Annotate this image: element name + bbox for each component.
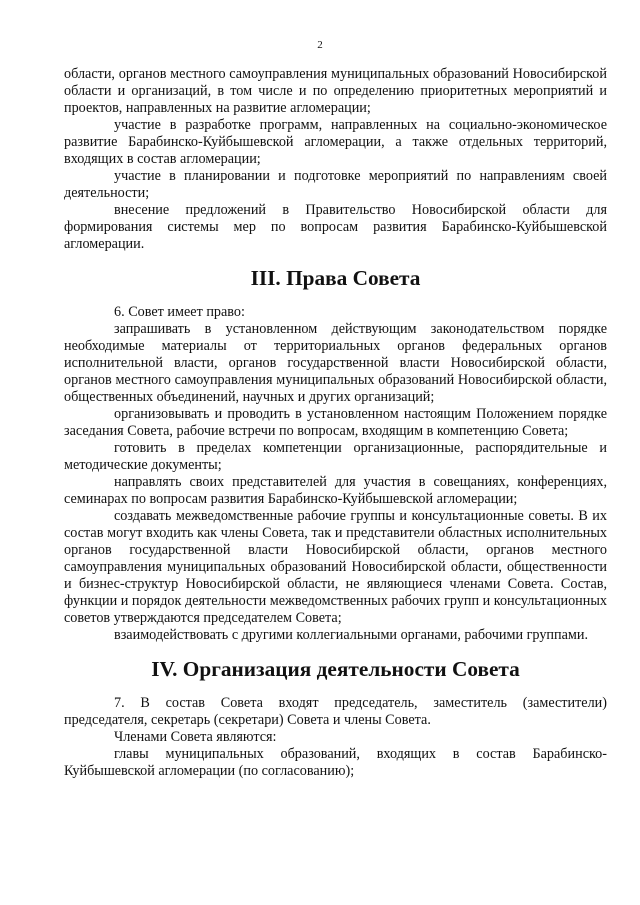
paragraph: Членами Совета являются: xyxy=(114,729,277,745)
document-body xyxy=(64,66,607,780)
paragraph: 7. В состав Совета входят председатель, заместитель (заместители) председателя, секретарь (секретари) Совета и члены Совета. xyxy=(64,695,607,728)
section-heading-organization: IV. Организация деятельности Совета xyxy=(151,657,520,681)
paragraph: создавать межведомственные рабочие группы и консультационные советы. В их состав могут входить как члены Совета, так и представители областных исполнительных органов государственной власти Новосибирской области, органов местного самоуправления муниципальных образований Новосибирской области, общественности и бизнес-структур Новосибирской области, не являющиеся членами Совета. Состав, функции и порядок деятельности межведомственных рабочих групп и консультационных советов утверждаются председателем Совета; xyxy=(64,508,607,626)
paragraph: направлять своих представителей для участия в совещаниях, конференциях, семинарах по вопросам развития Барабинско-Куйбышевской агломерации; xyxy=(64,474,607,507)
paragraph: участие в разработке программ, направленных на социально-экономическое развитие Барабинско-Куйбышевской агломерации, а также отдельных территорий, входящих в состав агломерации; xyxy=(64,117,607,167)
paragraph: области, органов местного самоуправления муниципальных образований Новосибирской области и организаций, в том числе и по определению приоритетных мероприятий и проектов, направленных на развитие агломерации; xyxy=(64,66,607,116)
page-number: 2 xyxy=(317,39,323,51)
paragraph: 6. Совет имеет право: xyxy=(114,304,245,320)
section-heading-rights: III. Права Совета xyxy=(250,266,421,290)
paragraph: участие в планировании и подготовке мероприятий по направлениям своей деятельности; xyxy=(64,168,607,201)
paragraph: готовить в пределах компетенции организационные, распорядительные и методические документы; xyxy=(64,440,607,473)
paragraph: главы муниципальных образований, входящих в состав Барабинско-Куйбышевской агломерации (по согласованию); xyxy=(64,746,607,779)
paragraph: запрашивать в установленном действующим законодательством порядке необходимые материалы от территориальных органов федеральных органов исполнительной власти, органов государственной власти Новосибирской области, органов местного самоуправления муниципальных образований Новосибирской области, общественных объединений, научных и других организаций; xyxy=(64,321,607,405)
paragraph: организовывать и проводить в установленном настоящим Положением порядке заседания Совета, рабочие встречи по вопросам, входящим в компетенцию Совета; xyxy=(64,406,607,439)
paragraph: взаимодействовать с другими коллегиальными органами, рабочими группами. xyxy=(114,627,589,643)
paragraph: внесение предложений в Правительство Новосибирской области для формирования системы мер по вопросам развития Барабинско-Куйбышевской агломерации. xyxy=(64,202,607,252)
